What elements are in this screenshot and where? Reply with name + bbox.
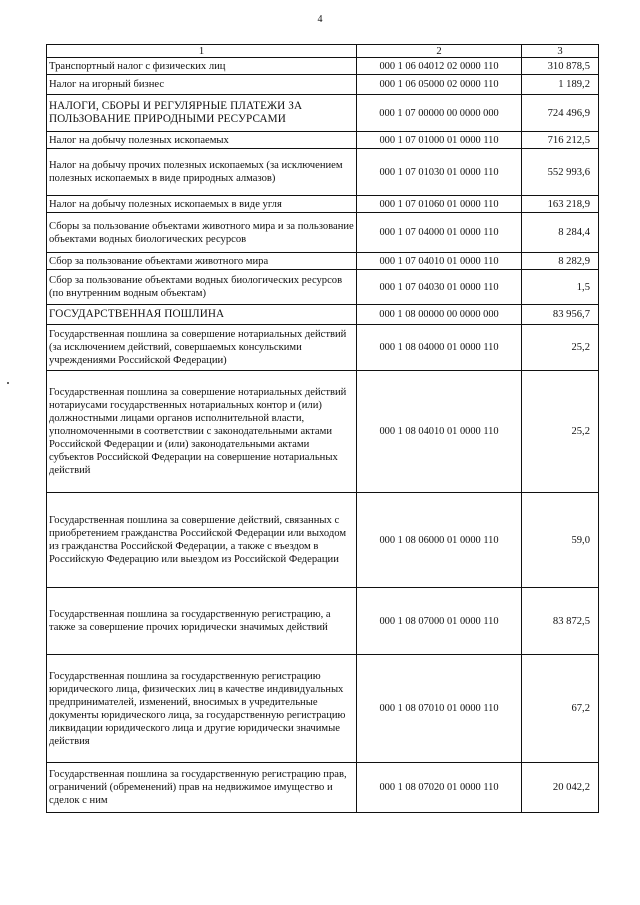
row-name: ГОСУДАРСТВЕННАЯ ПОШЛИНА	[47, 305, 357, 325]
header-col-3: 3	[522, 45, 599, 58]
row-sum: 163 218,9	[522, 196, 599, 213]
row-code: 000 1 08 07000 01 0000 110	[357, 588, 522, 655]
row-code: 000 1 07 01030 01 0000 110	[357, 149, 522, 196]
row-sum: 724 496,9	[522, 95, 599, 132]
row-name: Сбор за пользование объектами животного мира	[47, 253, 357, 270]
table-row	[47, 75, 599, 95]
row-sum: 67,2	[522, 655, 599, 763]
row-name: Транспортный налог с физических лиц	[47, 58, 357, 75]
table-row	[47, 588, 599, 655]
table-row	[47, 763, 599, 813]
row-name: Государственная пошлина за совершение действий, связанных с приобретением гражданства Российской Федерации или выходом из гражданства Российской Федерации, а также с въездом в Российскую Федерацию или выездом из Российской Федерации	[47, 493, 357, 588]
row-name: Сборы за пользование объектами животного мира и за пользование объектами водных биологических ресурсов	[47, 213, 357, 253]
table-row	[47, 655, 599, 763]
row-code: 000 1 08 04000 01 0000 110	[357, 325, 522, 371]
row-code: 000 1 06 05000 02 0000 110	[357, 75, 522, 95]
table-row	[47, 132, 599, 149]
row-sum: 83 956,7	[522, 305, 599, 325]
table-row	[47, 305, 599, 325]
row-sum: 83 872,5	[522, 588, 599, 655]
row-name: Налог на добычу полезных ископаемых	[47, 132, 357, 149]
row-sum: 20 042,2	[522, 763, 599, 813]
header-col-1: 1	[47, 45, 357, 58]
row-sum: 25,2	[522, 325, 599, 371]
row-code: 000 1 07 04000 01 0000 110	[357, 213, 522, 253]
row-sum: 716 212,5	[522, 132, 599, 149]
row-sum: 1 189,2	[522, 75, 599, 95]
row-code: 000 1 07 01060 01 0000 110	[357, 196, 522, 213]
row-code: 000 1 07 04030 01 0000 110	[357, 270, 522, 305]
table-row	[47, 325, 599, 371]
row-name: Государственная пошлина за государственную регистрацию, а также за совершение прочих юридически значимых действий	[47, 588, 357, 655]
row-sum: 552 993,6	[522, 149, 599, 196]
row-code: 000 1 08 07020 01 0000 110	[357, 763, 522, 813]
page-number: 4	[317, 14, 323, 25]
row-name: Налог на добычу прочих полезных ископаемых (за исключением полезных ископаемых в виде природных алмазов)	[47, 149, 357, 196]
row-name: Налог на игорный бизнес	[47, 75, 357, 95]
row-sum: 8 282,9	[522, 253, 599, 270]
table-row	[47, 493, 599, 588]
row-code: 000 1 07 04010 01 0000 110	[357, 253, 522, 270]
row-sum: 1,5	[522, 270, 599, 305]
table-row	[47, 213, 599, 253]
table-row	[47, 270, 599, 305]
row-name: Государственная пошлина за государственную регистрацию прав, ограничений (обременений) прав на недвижимое имущество и сделок с ним	[47, 763, 357, 813]
revenue-table	[46, 44, 599, 813]
row-name: НАЛОГИ, СБОРЫ И РЕГУЛЯРНЫЕ ПЛАТЕЖИ ЗА ПОЛЬЗОВАНИЕ ПРИРОДНЫМИ РЕСУРСАМИ	[47, 95, 357, 132]
row-code: 000 1 08 07010 01 0000 110	[357, 655, 522, 763]
row-name: Государственная пошлина за совершение нотариальных действий нотариусами государственных нотариальных контор и (или) должностными лицами органов исполнительной власти, уполномоченными в соответствии с законодательными актами Российской Федерации и (или) законодательными актами субъектов Российской Федерации на совершение нотариальных действий	[47, 371, 357, 493]
table-row	[47, 253, 599, 270]
row-code: 000 1 08 00000 00 0000 000	[357, 305, 522, 325]
row-name: Налог на добычу полезных ископаемых в виде угля	[47, 196, 357, 213]
row-sum: 59,0	[522, 493, 599, 588]
row-sum: 25,2	[522, 371, 599, 493]
row-code: 000 1 08 06000 01 0000 110	[357, 493, 522, 588]
row-code: 000 1 07 01000 01 0000 110	[357, 132, 522, 149]
table-row	[47, 95, 599, 132]
row-code: 000 1 07 00000 00 0000 000	[357, 95, 522, 132]
row-name: Государственная пошлина за государственную регистрацию юридического лица, физических лиц в качестве индивидуальных предпринимателей, изменений, вносимых в учредительные документы юридического лица, за государственную регистрацию ликвидации юридического лица и другие юридически значимые действия	[47, 655, 357, 763]
row-sum: 310 878,5	[522, 58, 599, 75]
table-row	[47, 371, 599, 493]
row-code: 000 1 08 04010 01 0000 110	[357, 371, 522, 493]
row-name: Сбор за пользование объектами водных биологических ресурсов (по внутренним водным объектам)	[47, 270, 357, 305]
row-sum: 8 284,4	[522, 213, 599, 253]
row-name: Государственная пошлина за совершение нотариальных действий (за исключением действий, совершаемых консульскими учреждениями Российской Федерации)	[47, 325, 357, 371]
table-row	[47, 58, 599, 75]
header-col-2: 2	[357, 45, 522, 58]
table-header-row	[47, 45, 599, 58]
table-row	[47, 149, 599, 196]
row-code: 000 1 06 04012 02 0000 110	[357, 58, 522, 75]
table-row	[47, 196, 599, 213]
margin-dot	[7, 382, 9, 384]
